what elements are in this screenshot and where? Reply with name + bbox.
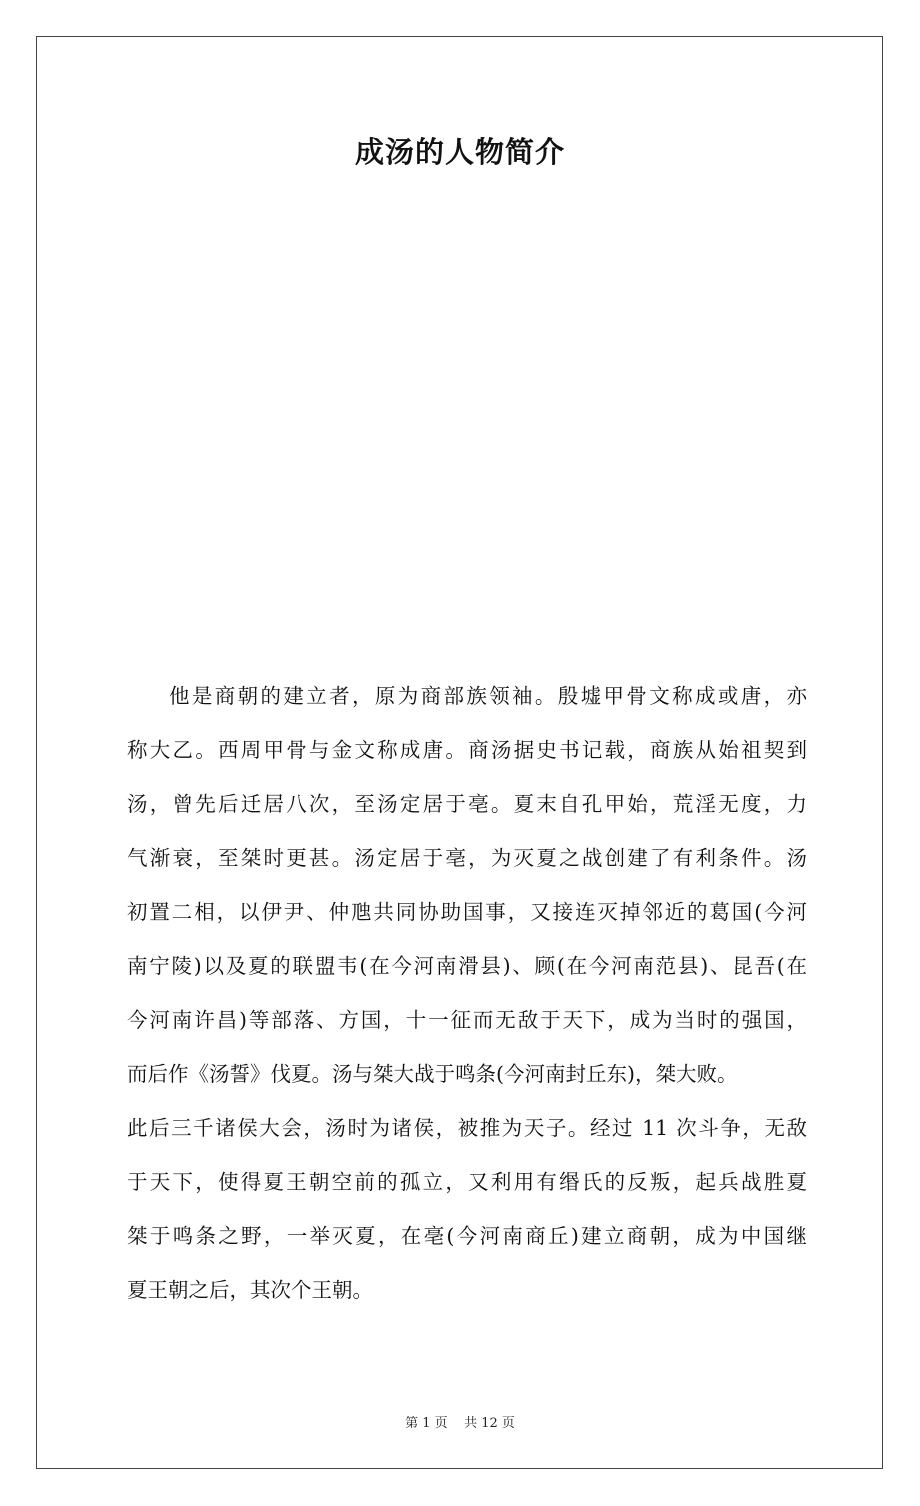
document-body <box>127 676 807 1324</box>
body-line: 南宁陵)以及夏的联盟韦(在今河南滑县)、顾(在今河南范县)、昆吾(在 <box>127 954 807 978</box>
body-line: 他是商朝的建立者，原为商部族领袖。殷墟甲骨文称成或唐，亦 <box>169 684 807 708</box>
body-line: 桀于鸣条之野，一举灭夏，在亳(今河南商丘)建立商朝，成为中国继 <box>127 1224 807 1248</box>
body-line: 汤，曾先后迁居八次，至汤定居于亳。夏末自孔甲始，荒淫无度，力 <box>127 792 807 816</box>
document-title: 成汤的人物简介 <box>354 135 565 169</box>
body-line: 此后三千诸侯大会，汤时为诸侯，被推为天子。经过 11 次斗争，无敌 <box>127 1116 807 1140</box>
body-line: 而后作《汤誓》伐夏。汤与桀大战于鸣条(今河南封丘东)，桀大败。 <box>127 1062 738 1086</box>
page-number-footer: 第 1 页 共 12 页 <box>405 1416 515 1431</box>
body-line: 今河南许昌)等部落、方国，十一征而无敌于天下，成为当时的强国， <box>127 1008 807 1032</box>
body-line: 初置二相，以伊尹、仲虺共同协助国事，又接连灭掉邻近的葛国(今河 <box>127 900 807 924</box>
body-line: 夏王朝之后，其次个王朝。 <box>127 1278 373 1302</box>
body-line: 称大乙。西周甲骨与金文称成唐。商汤据史书记载，商族从始祖契到 <box>127 738 807 762</box>
body-line: 于天下，使得夏王朝空前的孤立，又利用有缗氏的反叛，起兵战胜夏 <box>127 1170 807 1194</box>
body-line: 气渐衰，至桀时更甚。汤定居于亳，为灭夏之战创建了有利条件。汤 <box>127 846 807 870</box>
